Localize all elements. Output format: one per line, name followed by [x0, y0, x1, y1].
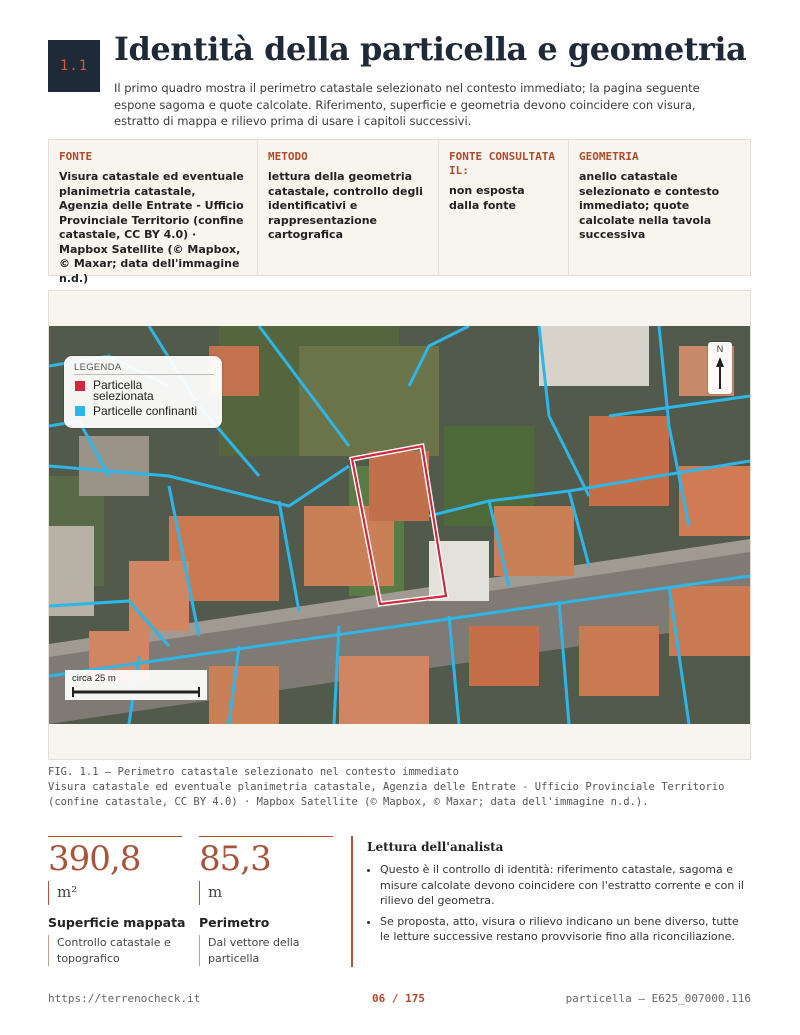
stat-value: 85,3 — [199, 839, 271, 879]
info-value: lettura della geometria catastale, controllo degli identificativi e rappresentazione cartografica — [268, 170, 423, 241]
info-label: GEOMETRIA — [579, 150, 639, 163]
legend-divider — [74, 374, 214, 375]
info-column-fonte-consultata — [439, 140, 569, 275]
scale-label: circa 25 m — [72, 673, 116, 684]
scale-bar — [65, 670, 207, 700]
analyst-notes-title: Lettura dell'analista — [367, 840, 504, 854]
analyst-note-item: • Questo è il controllo di identità: riferimento catastale, sagoma e misure calcolate devono coincidere con l'estratto corrente e con il rilievo del geometra. — [380, 862, 751, 909]
stat-area — [48, 836, 186, 967]
figure-caption — [48, 765, 738, 810]
north-label: N — [716, 344, 724, 354]
stat-perimeter — [199, 836, 333, 967]
info-label: METODO — [268, 150, 308, 163]
intro-paragraph: Il primo quadro mostra il perimetro catastale selezionato nel contesto immediato; la pagina seguente espone sagoma e quote calcolate. Riferimento, superficie e geometria devono coincidere con visura, estratto di mappa e rilievo prima di usare i capitoli successivi. — [114, 81, 700, 128]
source-info-table — [48, 139, 751, 285]
north-arrow — [708, 342, 732, 394]
stat-unit: m² — [48, 881, 77, 905]
stat-description: Dal vettore della particella — [199, 935, 333, 966]
legend-label-neighbors: Particelle confinanti — [93, 404, 198, 418]
page-title: Identità della particella e geometria — [114, 30, 747, 68]
stat-label: Perimetro — [199, 915, 270, 930]
info-label: FONTE CONSULTATA IL: — [449, 150, 555, 177]
stat-label: Superficie mappata — [48, 915, 186, 930]
cadastral-map[interactable] — [49, 326, 750, 724]
info-column-metodo — [258, 140, 439, 275]
legend-title: LEGENDA — [74, 362, 122, 373]
footer-parcel-reference: particella — E625_007000.116 — [565, 992, 751, 1005]
footer-url-link[interactable]: https://terrenocheck.it — [48, 992, 201, 1005]
info-label: FONTE — [59, 150, 93, 163]
info-value: Visura catastale ed eventuale planimetria catastale, Agenzia delle Entrate - Ufficio Provinciale Territorio (confine catastale, CC BY 4.0) · Mapbox Satellite (© Mapbox, © Maxar; data dell'immagine n.d.) — [59, 170, 244, 285]
legend-label-selected: Particella selezionata — [93, 378, 154, 403]
stat-value: 390,8 — [48, 839, 141, 879]
stat-unit: m — [199, 881, 222, 905]
info-column-geometria — [569, 140, 750, 275]
section-number-badge: 1.1 — [48, 40, 100, 92]
analyst-notes — [351, 836, 751, 967]
north-arrow-icon — [708, 342, 732, 394]
selected-parcel-swatch — [75, 381, 85, 391]
map-legend — [64, 356, 222, 428]
analyst-notes-list — [367, 862, 751, 945]
figure-source: Visura catastale ed eventuale planimetria catastale, Agenzia delle Entrate - Ufficio Provinciale Territorio (confine catastale, CC BY 4.0) · Mapbox Satellite (© Mapbox, © Maxar; data dell'immagine n.d.). — [48, 781, 725, 808]
info-value: non esposta dalla fonte — [449, 184, 525, 212]
footer-page-number: 06 / 175 — [372, 992, 425, 1005]
scale-bar-graphic — [65, 670, 207, 700]
info-column-fonte — [49, 140, 258, 285]
analyst-note-item: • Se proposta, atto, visura o rilievo indicano un bene diverso, tutte le letture successive restano provvisorie fino alla riconciliazione. — [380, 914, 751, 945]
info-value: anello catastale selezionato e contesto immediato; quote calcolate nella tavola successiva — [579, 170, 720, 241]
figure-title: FIG. 1.1 — Perimetro catastale selezionato nel contesto immediato — [48, 766, 459, 778]
neighbor-parcel-swatch — [75, 406, 85, 416]
stat-description: Controllo catastale e topografico — [48, 935, 182, 966]
